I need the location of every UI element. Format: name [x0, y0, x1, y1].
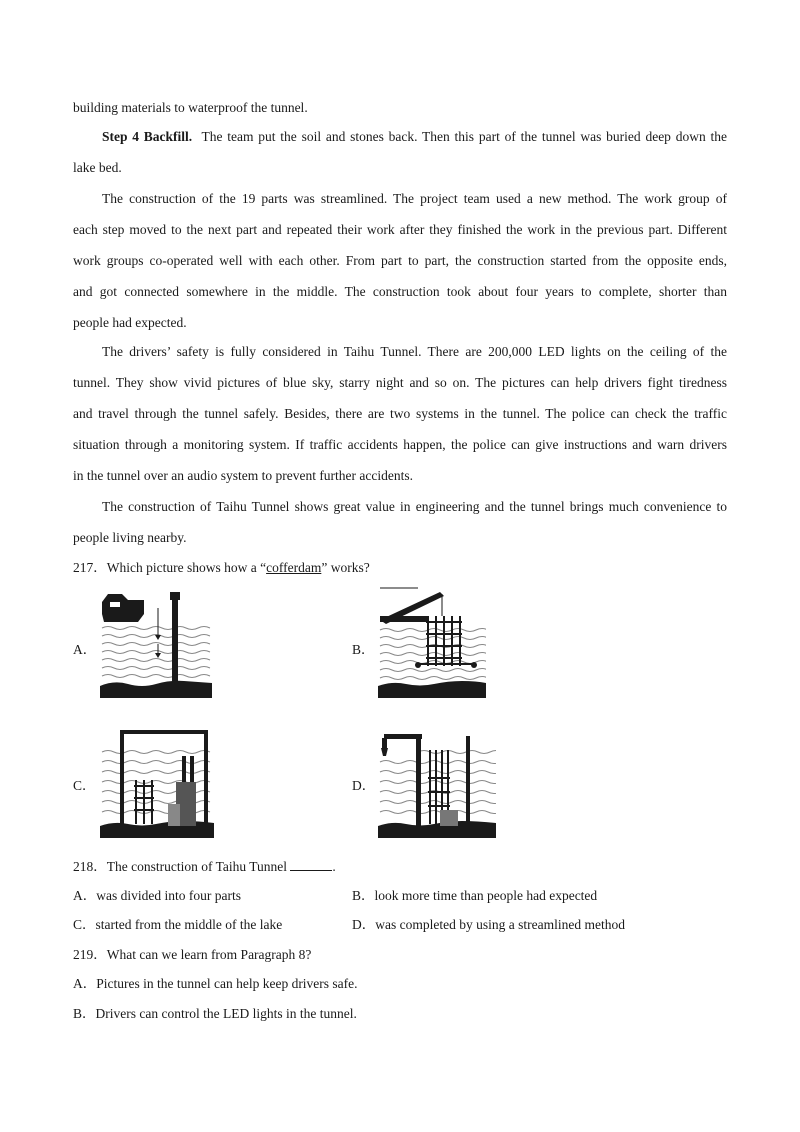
question-number: 219．	[73, 947, 107, 962]
option-b-label[interactable]: B．	[352, 642, 375, 657]
step4-paragraph-line: lake bed.	[73, 160, 122, 175]
safety-paragraph-line: situation through a monitoring system. If traffic accidents happen, the police can give instructions and warn drivers	[73, 437, 727, 452]
safety-paragraph-line: in the tunnel over an audio system to prevent further accidents.	[73, 468, 414, 483]
value-paragraph-line: The construction of Taihu Tunnel shows great value in engineering and the tunnel brings much convenience to	[102, 499, 727, 514]
safety-paragraph-line: The drivers’ safety is fully considered in Taihu Tunnel. There are 200,000 LED lights on the ceiling of the	[102, 344, 727, 359]
question-219	[73, 945, 311, 965]
pump-wall-figure[interactable]	[378, 726, 496, 838]
question-218	[73, 857, 336, 877]
streamline-paragraph-line: work groups co-operated well with each other. From part to part, the construction started from the opposite ends,	[73, 253, 727, 268]
option-a-label[interactable]: A．	[73, 642, 97, 657]
option-218-d[interactable]: D．was completed by using a streamlined method	[352, 917, 625, 932]
safety-paragraph-line: tunnel. They show vivid pictures of blue sky, starry night and so on. The pictures can help drivers fight tiredness	[73, 375, 727, 390]
option-218-b[interactable]: B．look more time than people had expected	[352, 888, 598, 903]
option-c-label[interactable]: C．	[73, 778, 96, 793]
question-text: The construction of Taihu Tunnel	[106, 859, 288, 874]
option-218-c[interactable]: C．started from the middle of the lake	[73, 917, 283, 932]
question-217	[73, 558, 370, 578]
frame-cofferdam-figure[interactable]	[100, 726, 214, 838]
streamline-paragraph-line: The construction of the 19 parts was streamlined. The project team used a new method. The work group of	[102, 191, 727, 206]
crane-cage-figure[interactable]	[378, 586, 486, 698]
answer-blank[interactable]	[290, 858, 332, 871]
option-d-label[interactable]: D．	[352, 778, 376, 793]
option-218-a[interactable]: A．was divided into four parts	[73, 888, 241, 903]
streamline-paragraph-line: each step moved to the next part and repeated their work after they finished the work in the previous part. Different	[73, 222, 727, 237]
question-text: What can we learn from Paragraph 8?	[106, 947, 312, 962]
keyword-cofferdam: cofferdam	[266, 560, 322, 575]
question-number: 217．	[73, 560, 107, 575]
option-219-b[interactable]: B．Drivers can control the LED lights in the tunnel.	[73, 1006, 357, 1021]
ship-pile-figure[interactable]	[100, 588, 212, 698]
option-219-a[interactable]: A．Pictures in the tunnel can help keep drivers safe.	[73, 976, 358, 991]
streamline-paragraph-line: people had expected.	[73, 315, 187, 330]
value-paragraph-line: people living nearby.	[73, 530, 187, 545]
step4-paragraph-line	[102, 127, 727, 147]
passage-line: building materials to waterproof the tunnel.	[73, 100, 308, 115]
step4-text: The team put the soil and stones back. Then this part of the tunnel was buried deep down the	[201, 129, 727, 144]
safety-paragraph-line: and travel through the tunnel safely. Besides, there are two systems in the tunnel. The police can check the traffic	[73, 406, 727, 421]
step4-heading: Step 4 Backfill.	[102, 129, 193, 144]
question-text: Which picture shows how a “	[106, 560, 267, 575]
question-text: ” works?	[321, 560, 370, 575]
question-number: 218．	[73, 859, 107, 874]
streamline-paragraph-line: and got connected somewhere in the middle. The construction took about four years to complete, shorter than	[73, 284, 727, 299]
question-end: .	[332, 859, 336, 874]
